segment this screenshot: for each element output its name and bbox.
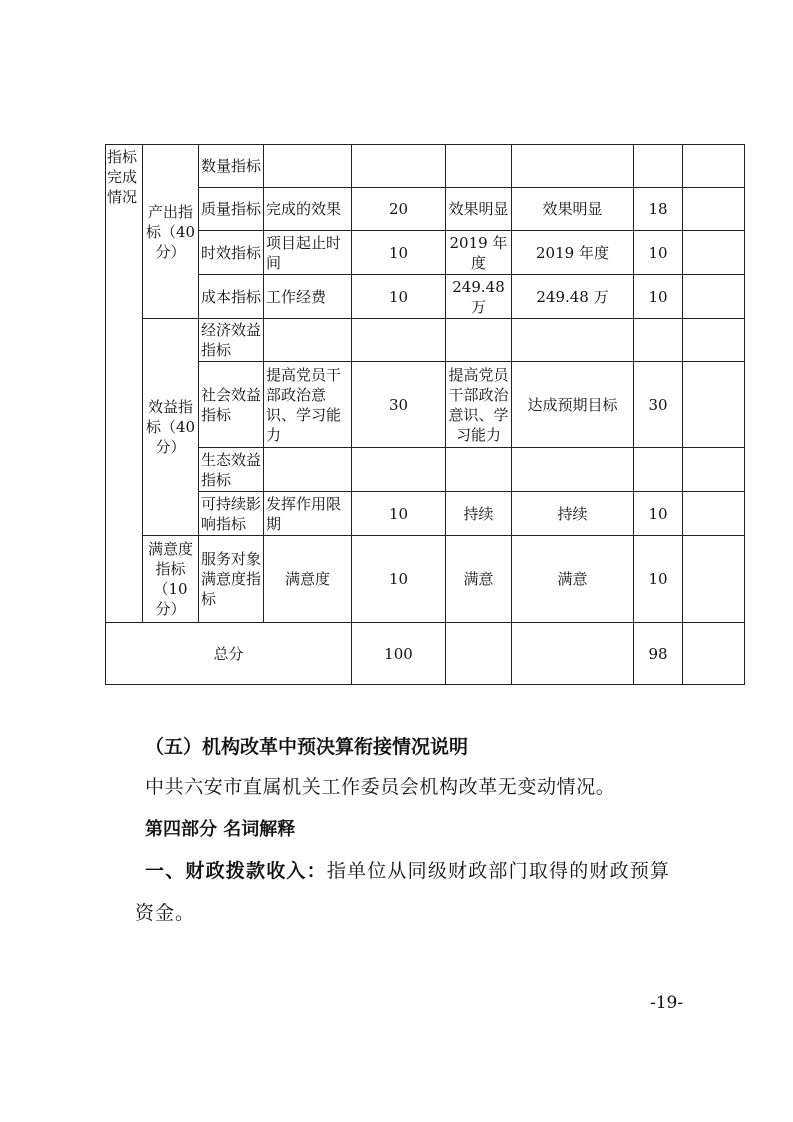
score-cell — [634, 448, 683, 492]
actual-value-cell — [512, 448, 634, 492]
target-value-cell — [446, 448, 512, 492]
table-row — [106, 319, 745, 362]
level3-indicator-cell: 社会效益指标 — [199, 362, 264, 448]
section-heading: （五）机构改革中预决算衔接情况说明 — [145, 736, 469, 758]
item-cell: 发挥作用限期 — [264, 492, 352, 536]
target-score-cell: 10 — [352, 275, 446, 319]
item-cell: 完成的效果 — [264, 188, 352, 231]
level3-indicator-cell: 时效指标 — [199, 231, 264, 275]
actual-value-cell — [512, 319, 634, 362]
table-row — [106, 231, 745, 275]
item-cell: 项目起止时间 — [264, 231, 352, 275]
actual-value-cell: 满意 — [512, 536, 634, 623]
level3-indicator-cell: 成本指标 — [199, 275, 264, 319]
actual-value-cell: 效果明显 — [512, 188, 634, 231]
table-row — [106, 448, 745, 492]
target-value-cell — [446, 319, 512, 362]
note-cell — [683, 188, 745, 231]
score-cell: 10 — [634, 536, 683, 623]
definition-paragraph — [145, 856, 670, 883]
level3-indicator-cell: 生态效益指标 — [199, 448, 264, 492]
score-cell: 10 — [634, 275, 683, 319]
note-cell — [683, 319, 745, 362]
target-value-cell — [446, 145, 512, 188]
target-score-cell: 10 — [352, 231, 446, 275]
item-cell — [264, 145, 352, 188]
score-cell: 10 — [634, 492, 683, 536]
table-row — [106, 536, 745, 623]
note-cell — [683, 145, 745, 188]
level1-indicator-cell: 指标完成情况 — [106, 145, 143, 623]
actual-value-cell: 达成预期目标 — [512, 362, 634, 448]
table-row — [106, 145, 745, 188]
item-cell — [264, 448, 352, 492]
target-value-cell: 提高党员干部政治意识、学习能力 — [446, 362, 512, 448]
score-cell: 10 — [634, 231, 683, 275]
note-cell — [683, 231, 745, 275]
target-score-cell — [352, 448, 446, 492]
score-cell: 18 — [634, 188, 683, 231]
part-heading: 第四部分 名词解释 — [145, 819, 296, 840]
target-value-cell: 249.48 万 — [446, 275, 512, 319]
table-row — [106, 275, 745, 319]
target-score-cell — [352, 145, 446, 188]
target-score-cell: 20 — [352, 188, 446, 231]
group-output-cell: 产出指标（40分） — [143, 145, 199, 319]
actual-value-cell: 249.48 万 — [512, 275, 634, 319]
group-satisfaction-cell: 满意度指标（10分） — [143, 536, 199, 623]
performance-table — [105, 144, 745, 685]
target-score-cell: 10 — [352, 492, 446, 536]
table-row — [106, 362, 745, 448]
note-cell — [683, 536, 745, 623]
level3-indicator-cell: 质量指标 — [199, 188, 264, 231]
item-cell: 工作经费 — [264, 275, 352, 319]
body-paragraph: 中共六安市直属机关工作委员会机构改革无变动情况。 — [145, 776, 616, 798]
target-score-cell — [352, 319, 446, 362]
target-value-cell: 满意 — [446, 536, 512, 623]
total-target-score-cell: 100 — [352, 623, 446, 685]
total-note-cell — [683, 623, 745, 685]
note-cell — [683, 275, 745, 319]
level3-indicator-cell: 数量指标 — [199, 145, 264, 188]
note-cell — [683, 362, 745, 448]
target-value-cell: 持续 — [446, 492, 512, 536]
score-cell: 30 — [634, 362, 683, 448]
page-number: -19- — [650, 993, 684, 1013]
table-row — [106, 492, 745, 536]
note-cell — [683, 492, 745, 536]
total-score-cell: 98 — [634, 623, 683, 685]
level3-indicator-cell: 可持续影响指标 — [199, 492, 264, 536]
note-cell — [683, 448, 745, 492]
group-benefit-cell: 效益指标（40分） — [143, 319, 199, 536]
level3-indicator-cell: 服务对象满意度指标 — [199, 536, 264, 623]
total-target-cell — [446, 623, 512, 685]
item-cell: 提高党员干部政治意识、学习能力 — [264, 362, 352, 448]
table-row — [106, 188, 745, 231]
item-cell — [264, 319, 352, 362]
target-score-cell: 30 — [352, 362, 446, 448]
score-cell — [634, 145, 683, 188]
actual-value-cell — [512, 145, 634, 188]
total-label-cell: 总分 — [106, 623, 352, 685]
table-row-total — [106, 623, 745, 685]
score-cell — [634, 319, 683, 362]
definition-continuation: 资金。 — [135, 902, 196, 924]
target-value-cell: 效果明显 — [446, 188, 512, 231]
target-score-cell: 10 — [352, 536, 446, 623]
definition-text: 指单位从同级财政部门取得的财政预算 — [326, 860, 671, 882]
actual-value-cell: 持续 — [512, 492, 634, 536]
definition-term: 一、财政拨款收入： — [145, 860, 327, 882]
total-actual-cell — [512, 623, 634, 685]
actual-value-cell: 2019 年度 — [512, 231, 634, 275]
target-value-cell: 2019 年度 — [446, 231, 512, 275]
level3-indicator-cell: 经济效益指标 — [199, 319, 264, 362]
item-cell: 满意度 — [264, 536, 352, 623]
